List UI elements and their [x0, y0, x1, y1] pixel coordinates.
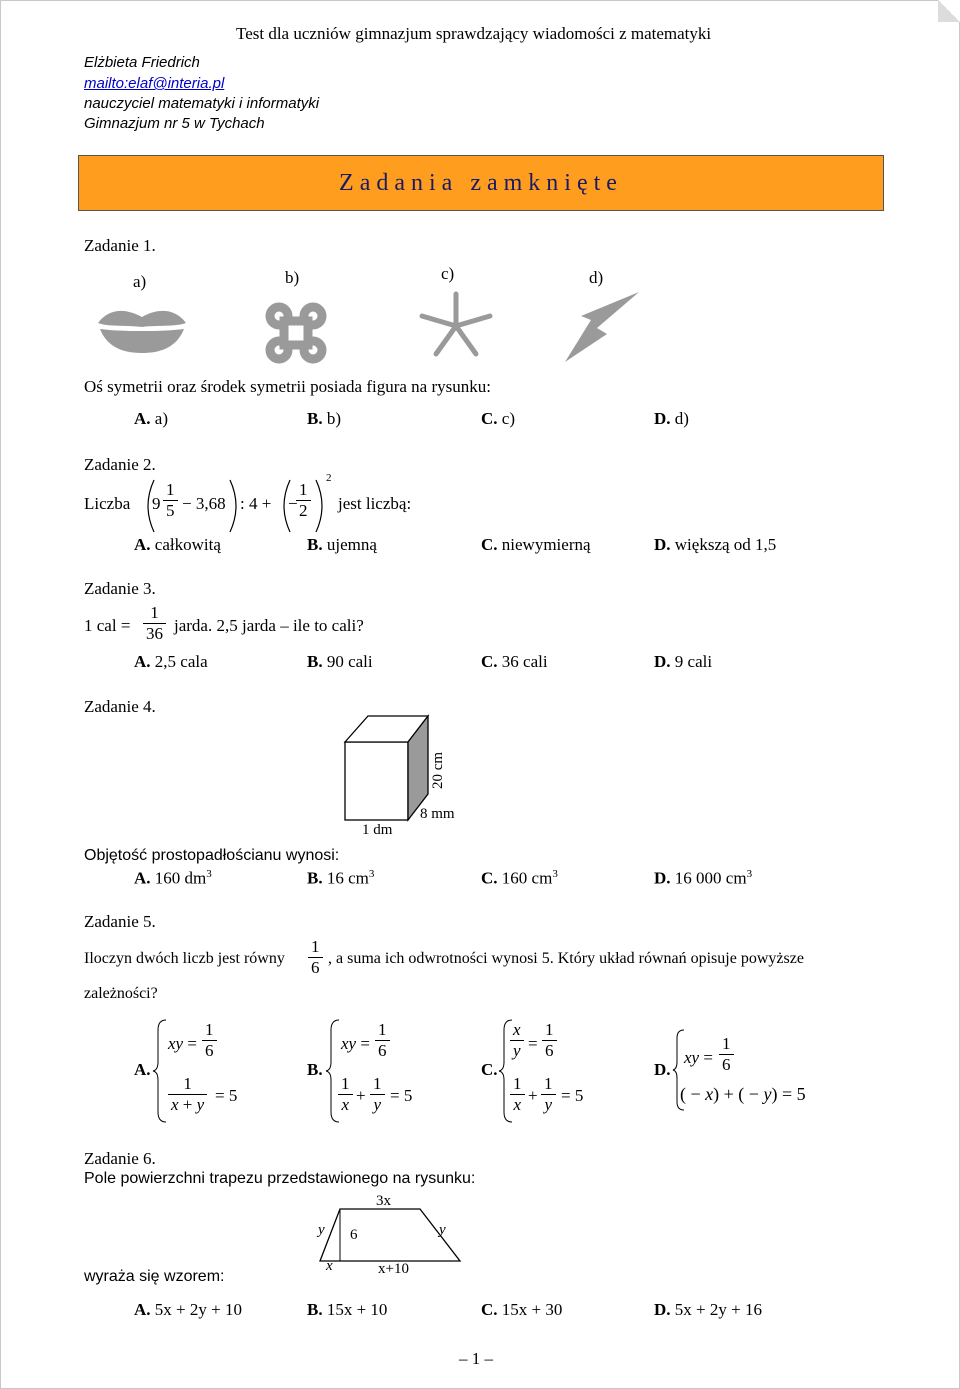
cuboid-depth-label: 8 mm — [420, 806, 455, 822]
system-d-letter[interactable]: D. — [654, 1060, 671, 1079]
task-3-option-a[interactable]: A. 2,5 cala — [134, 652, 208, 671]
system-a-brace — [152, 1018, 168, 1124]
task-2-colon: : 4 + — [240, 494, 272, 513]
cuboid-figure — [340, 712, 430, 824]
task-3-option-d[interactable]: D. 9 cali — [654, 652, 713, 671]
paren-close-right — [312, 478, 330, 534]
task-2-option-c[interactable]: C. niewymierną — [481, 535, 591, 554]
system-b-eq2-frac2: $\frac{1}{y}$ — [370, 1074, 385, 1115]
system-b-eq1: xy = — [341, 1034, 370, 1053]
task-3-suffix: jarda. 2,5 jarda – ile to cali? — [174, 616, 364, 635]
task-2-exponent: 2 — [326, 472, 332, 484]
task-2-option-d[interactable]: D. większą od 1,5 — [654, 535, 777, 554]
task-5-fraction: $\frac{1}{6}$ — [308, 937, 323, 978]
document-title: Test dla uczniów gimnazjum sprawdzający wiadomości z matematyki — [236, 24, 712, 43]
task-5-title: Zadanie 5. — [84, 912, 156, 931]
task-2-minus: − — [288, 494, 298, 513]
task-3-option-c[interactable]: C. 36 cali — [481, 652, 548, 671]
task-6-question: Pole powierzchni trapezu przedstawionego na rysunku: — [84, 1170, 476, 1187]
task-2-suffix: jest liczbą: — [338, 494, 412, 513]
task-3-title: Zadanie 3. — [84, 579, 156, 598]
task-3-option-b[interactable]: B. 90 cali — [307, 652, 373, 671]
trapezoid-bottom-left-label: x — [326, 1258, 333, 1274]
task-1-option-d[interactable]: D. d) — [654, 409, 689, 428]
task-2-title: Zadanie 2. — [84, 455, 156, 474]
task-1-title: Zadanie 1. — [84, 236, 156, 255]
task-6-option-d[interactable]: D. 5x + 2y + 16 — [654, 1300, 762, 1319]
cuboid-height-label: 20 cm — [430, 751, 447, 790]
system-c-letter[interactable]: C. — [481, 1060, 498, 1079]
task-6-option-a[interactable]: A. 5x + 2y + 10 — [134, 1300, 242, 1319]
system-a-eq1: xy = — [168, 1034, 197, 1053]
system-c-eq2-frac1: $\frac{1}{x}$ — [510, 1074, 525, 1115]
author-email-link[interactable]: mailto:elaf@interia.pl — [84, 75, 225, 92]
lips-icon — [96, 305, 188, 355]
figure-d-label: d) — [589, 268, 604, 287]
task-6-option-c[interactable]: C. 15x + 30 — [481, 1300, 563, 1319]
system-c-eq1-frac-lhs: $\frac{x}{y}$ — [510, 1020, 524, 1061]
task-1-option-c[interactable]: C. c) — [481, 409, 515, 428]
task-6-option-b[interactable]: B. 15x + 10 — [307, 1300, 388, 1319]
system-a-eq1-frac: $\frac{1}{6}$ — [202, 1020, 217, 1061]
system-d-eq2: ( − x) + ( − y) = 5 — [680, 1084, 806, 1104]
section-banner-title: Zadania zamknięte — [339, 170, 623, 196]
system-a-letter[interactable]: A. — [134, 1060, 151, 1079]
lightning-icon — [563, 290, 641, 364]
trapezoid-left-side-label: y — [318, 1222, 325, 1238]
trapezoid-bottom-right-label: x+10 — [378, 1261, 409, 1277]
task-6-expr-text: wyraża się wzorem: — [84, 1268, 225, 1285]
task-2-prefix: Liczba — [84, 494, 131, 513]
system-b-eq2-rhs: = 5 — [390, 1086, 413, 1105]
task-5-text-2: , a suma ich odwrotności wynosi 5. Który układ równań opisuje powyższe — [328, 950, 804, 967]
task-1-option-b[interactable]: B. b) — [307, 409, 342, 428]
task-4-option-b[interactable]: B. 16 $cm^3$ — [307, 868, 375, 888]
task-1-option-a[interactable]: A. a) — [134, 409, 168, 428]
figure-c-label: c) — [441, 264, 455, 283]
system-b-eq2-frac1: $\frac{1}{x}$ — [338, 1074, 353, 1115]
task-4-title: Zadanie 4. — [84, 697, 156, 716]
command-key-icon — [265, 302, 327, 364]
trapezoid-top-label: 3x — [376, 1193, 391, 1209]
task-2-fraction-1: $\frac{1}{5}$ — [163, 480, 178, 521]
section-banner — [78, 155, 884, 211]
task-4-option-a[interactable]: A. 160 $dm^3$ — [134, 868, 212, 888]
author-name: Elżbieta Friedrich — [84, 54, 200, 71]
task-2-option-b[interactable]: B. ujemną — [307, 535, 377, 554]
author-role: nauczyciel matematyki i informatyki — [84, 95, 320, 112]
task-2-fraction-2: $\frac{1}{2}$ — [296, 480, 311, 521]
task-3-prefix: 1 cal = — [84, 616, 131, 635]
task-5-text-1: Iloczyn dwóch liczb jest równy — [84, 950, 285, 967]
system-c-eq2-rhs: = 5 — [561, 1086, 584, 1105]
system-b-letter[interactable]: B. — [307, 1060, 323, 1079]
system-b-plus: + — [356, 1086, 366, 1105]
task-5-text-3: zależności? — [84, 985, 158, 1002]
system-c-eq2-frac2: $\frac{1}{y}$ — [541, 1074, 556, 1115]
system-d-eq1-frac: $\frac{1}{6}$ — [719, 1034, 734, 1075]
task-4-question: Objętość prostopadłościanu wynosi: — [84, 847, 340, 864]
system-b-eq1-frac: $\frac{1}{6}$ — [375, 1020, 390, 1061]
task-2-whole: 9 — [152, 494, 161, 513]
task-3-fraction: $\frac{1}{36}$ — [143, 603, 166, 644]
task-1-question: Oś symetrii oraz środek symetrii posiada figura na rysunku: — [84, 377, 491, 396]
page-fold-corner — [938, 0, 960, 22]
task-2-option-a[interactable]: A. całkowitą — [134, 535, 221, 554]
system-c-plus: + — [528, 1086, 538, 1105]
task-4-option-d[interactable]: D. 16 000 $cm^3$ — [654, 868, 753, 888]
system-c-eq1-frac-rhs: $\frac{1}{6}$ — [542, 1020, 557, 1061]
trapezoid-height-label: 6 — [350, 1227, 358, 1243]
star-figure-icon — [418, 290, 494, 358]
task-6-title: Zadanie 6. — [84, 1149, 156, 1168]
figure-a-label: a) — [133, 272, 147, 291]
figure-b-label: b) — [285, 268, 300, 287]
trapezoid-right-side-label: y — [439, 1222, 446, 1238]
author-school: Gimnazjum nr 5 w Tychach — [84, 115, 265, 132]
system-a-eq2-frac: $\frac{1}{x + y}$ — [168, 1074, 207, 1115]
page-number: – 1 – — [459, 1349, 493, 1368]
cuboid-width-label: 1 dm — [362, 822, 393, 838]
task-2-mid: − 3,68 — [182, 494, 226, 513]
system-a-eq2-rhs: = 5 — [215, 1086, 238, 1105]
task-4-option-c[interactable]: C. 160 $cm^3$ — [481, 868, 558, 888]
system-c-eq1-eq: = — [528, 1034, 538, 1053]
system-d-eq1: xy = — [684, 1048, 713, 1067]
